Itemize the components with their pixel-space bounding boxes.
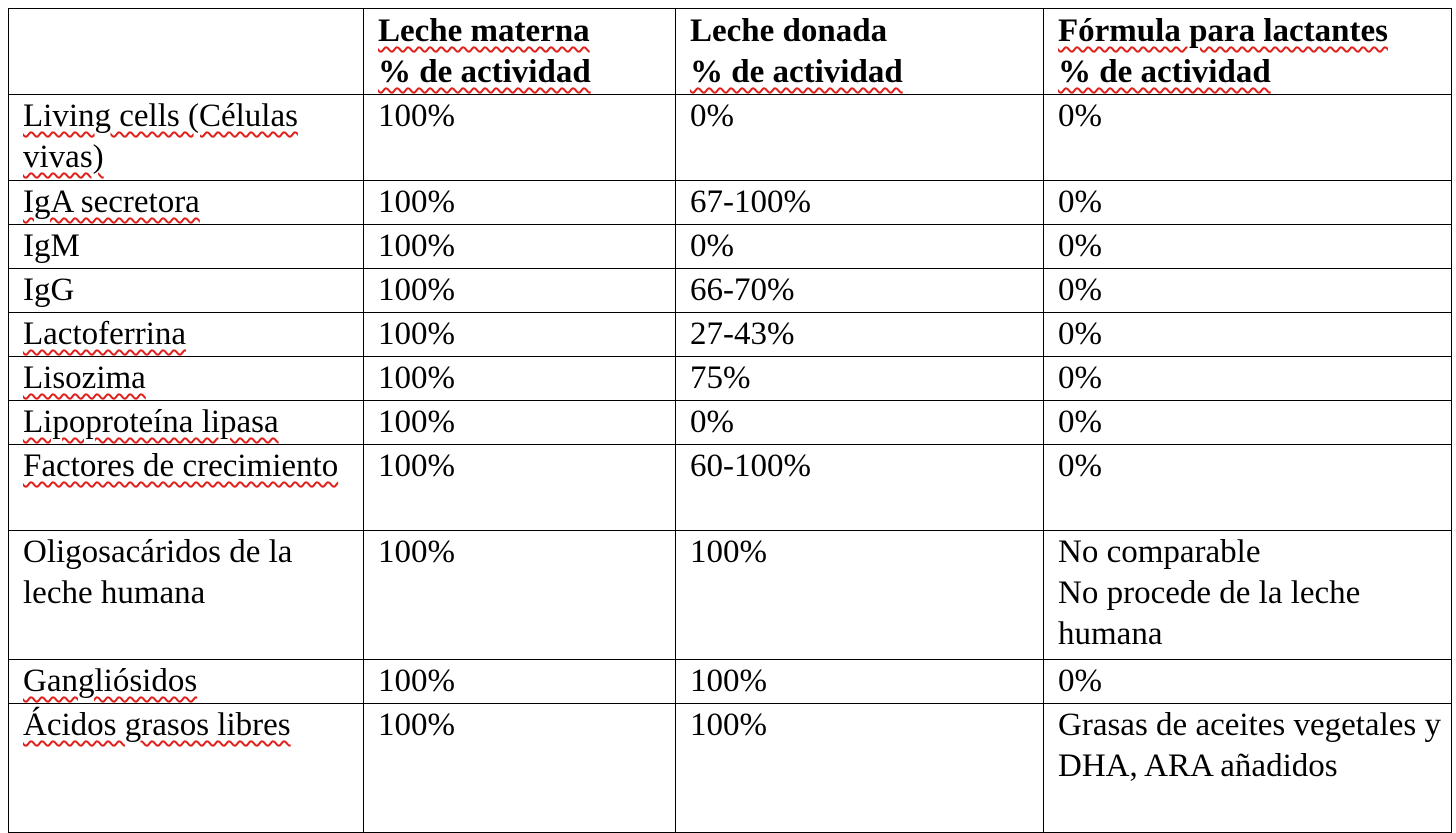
table-row bbox=[9, 269, 1452, 313]
header-label: Leche donada bbox=[690, 13, 888, 49]
component-name: IgM bbox=[23, 228, 80, 264]
component-cell bbox=[9, 95, 364, 181]
component-name: Living cells (Células vivas) bbox=[23, 98, 298, 175]
component-name: Lactoferrina bbox=[23, 316, 187, 352]
component-name: Lisozima bbox=[23, 360, 146, 396]
component-cell bbox=[9, 357, 364, 401]
table-row bbox=[9, 704, 1452, 833]
header-label: Leche materna bbox=[378, 13, 590, 49]
formula-cell: 0% bbox=[1044, 95, 1452, 181]
materna-cell: 100% bbox=[364, 95, 676, 181]
materna-cell: 100% bbox=[364, 660, 676, 704]
component-cell bbox=[9, 181, 364, 225]
component-cell bbox=[9, 445, 364, 531]
component-cell bbox=[9, 704, 364, 833]
donada-cell: 0% bbox=[676, 95, 1044, 181]
component-name: Gangliósidos bbox=[23, 663, 198, 699]
header-cell-leche-materna bbox=[364, 9, 676, 95]
donada-cell: 27-43% bbox=[676, 313, 1044, 357]
component-cell bbox=[9, 401, 364, 445]
table-row bbox=[9, 401, 1452, 445]
formula-cell: 0% bbox=[1044, 401, 1452, 445]
activity-comparison-table bbox=[8, 8, 1452, 833]
header-sublabel: % de actividad bbox=[378, 54, 591, 90]
table-row bbox=[9, 313, 1452, 357]
table-row bbox=[9, 181, 1452, 225]
component-cell bbox=[9, 313, 364, 357]
component-name: Factores de crecimiento bbox=[23, 448, 339, 484]
formula-cell: 0% bbox=[1044, 357, 1452, 401]
materna-cell: 100% bbox=[364, 445, 676, 531]
donada-cell: 100% bbox=[676, 531, 1044, 660]
formula-cell: 0% bbox=[1044, 181, 1452, 225]
donada-cell: 100% bbox=[676, 704, 1044, 833]
materna-cell: 100% bbox=[364, 225, 676, 269]
donada-cell: 75% bbox=[676, 357, 1044, 401]
header-sublabel: % de actividad bbox=[1058, 54, 1271, 90]
formula-note-detail: No procede de la leche humana bbox=[1058, 575, 1361, 652]
table-row bbox=[9, 225, 1452, 269]
header-label: Fórmula para lactantes bbox=[1058, 13, 1388, 49]
materna-cell: 100% bbox=[364, 357, 676, 401]
component-cell bbox=[9, 225, 364, 269]
materna-cell: 100% bbox=[364, 181, 676, 225]
formula-cell: 0% bbox=[1044, 225, 1452, 269]
component-cell bbox=[9, 531, 364, 660]
header-cell-leche-donada bbox=[676, 9, 1044, 95]
donada-cell: 0% bbox=[676, 401, 1044, 445]
donada-cell: 66-70% bbox=[676, 269, 1044, 313]
donada-cell: 100% bbox=[676, 660, 1044, 704]
materna-cell: 100% bbox=[364, 313, 676, 357]
component-name: IgA secretora bbox=[23, 184, 200, 220]
header-cell-component bbox=[9, 9, 364, 95]
component-cell bbox=[9, 269, 364, 313]
component-name: Lipoproteína lipasa bbox=[23, 404, 279, 440]
component-name: Oligosacáridos de la leche humana bbox=[23, 534, 293, 611]
formula-cell: 0% bbox=[1044, 269, 1452, 313]
materna-cell: 100% bbox=[364, 531, 676, 660]
formula-note: Grasas de aceites vegetales y DHA, ARA añadidos bbox=[1058, 707, 1441, 784]
donada-cell: 0% bbox=[676, 225, 1044, 269]
materna-cell: 100% bbox=[364, 401, 676, 445]
header-sublabel: % de actividad bbox=[690, 54, 903, 90]
table-row bbox=[9, 445, 1452, 531]
formula-cell: 0% bbox=[1044, 445, 1452, 531]
table-row bbox=[9, 660, 1452, 704]
table-row bbox=[9, 357, 1452, 401]
materna-cell: 100% bbox=[364, 269, 676, 313]
formula-cell: 0% bbox=[1044, 313, 1452, 357]
table-header-row bbox=[9, 9, 1452, 95]
donada-cell: 60-100% bbox=[676, 445, 1044, 531]
component-name: Ácidos grasos libres bbox=[23, 707, 291, 743]
formula-cell: 0% bbox=[1044, 660, 1452, 704]
component-cell bbox=[9, 660, 364, 704]
formula-cell bbox=[1044, 704, 1452, 833]
table-row bbox=[9, 531, 1452, 660]
formula-note: No comparable bbox=[1058, 534, 1261, 570]
materna-cell: 100% bbox=[364, 704, 676, 833]
table-row bbox=[9, 95, 1452, 181]
component-name: IgG bbox=[23, 272, 75, 308]
formula-cell bbox=[1044, 531, 1452, 660]
donada-cell: 67-100% bbox=[676, 181, 1044, 225]
header-cell-formula bbox=[1044, 9, 1452, 95]
